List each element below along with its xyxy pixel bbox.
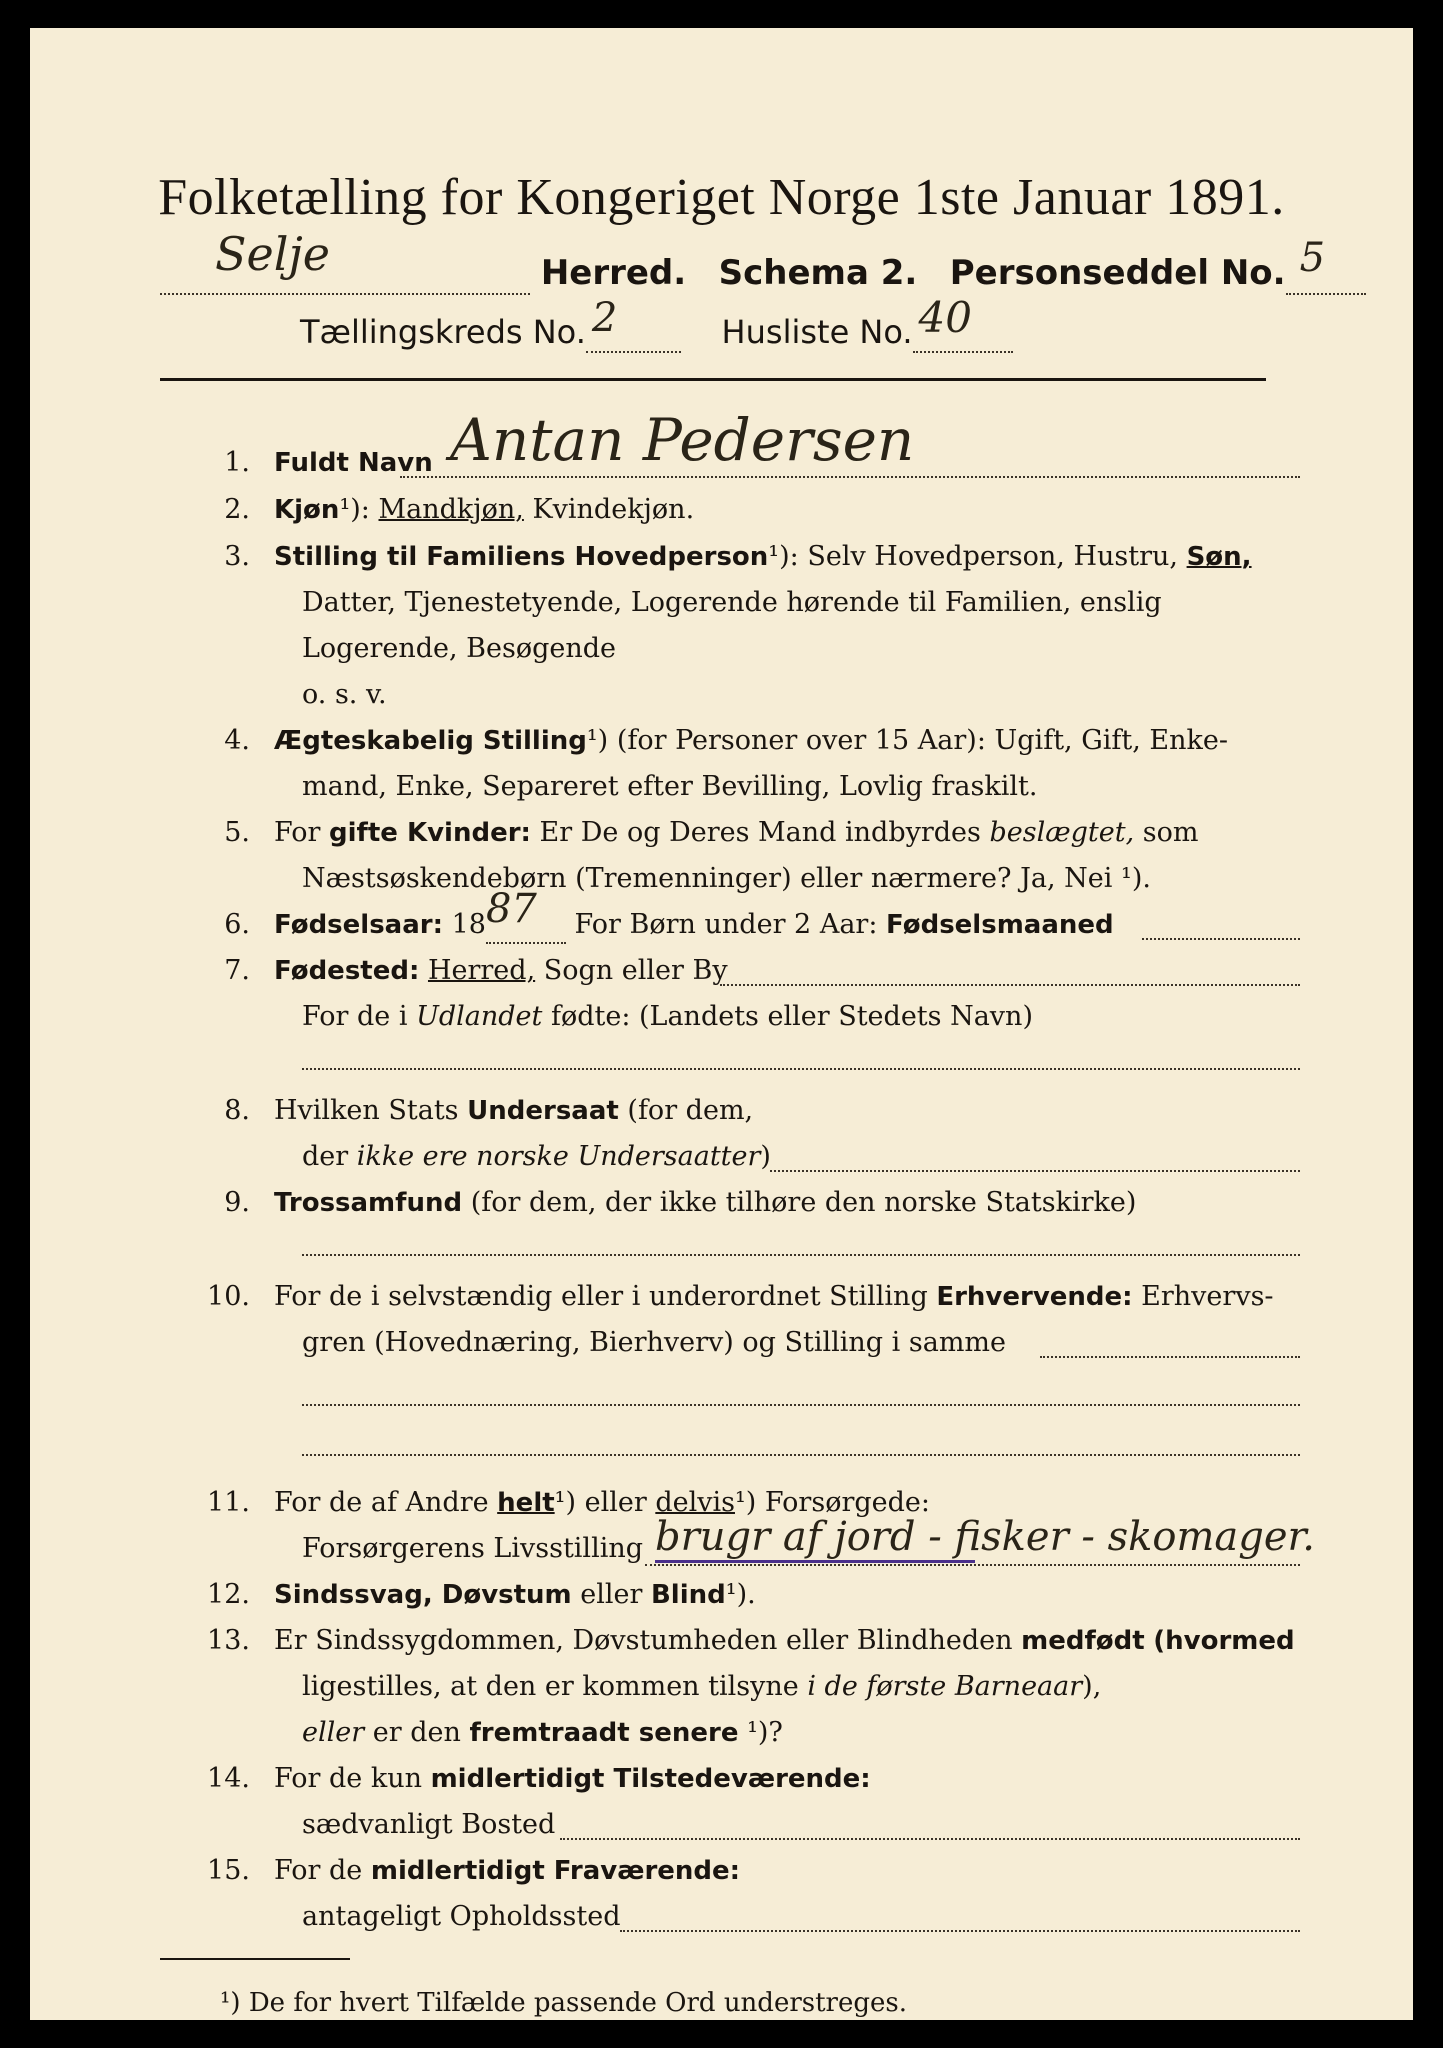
q7-label: Fødested: [274,956,420,986]
q7-line-2b: fødte: (Landets eller Stedets Navn) [550,1001,1033,1032]
q9-field[interactable] [302,1254,1300,1256]
herred-value: Selje [215,227,330,281]
question-14 [180,1762,1300,1796]
q11-field[interactable] [645,1564,1300,1566]
q6-number: 6. [224,909,250,940]
q11-value: brugr af jord - fisker - skomager. [655,1514,1315,1560]
q5-som: som [1142,817,1199,848]
question-7 [180,954,1300,988]
form-title: Folketælling for Kongeriget Norge 1ste Januar 1891. [158,169,1285,226]
q5-pre: For [274,817,321,848]
q9-label: Trossamfund [274,1188,463,1218]
q1-field[interactable] [400,476,1300,478]
q13-hvormed: (hvormed [1153,1626,1295,1656]
q7-option-herred[interactable]: Herred, [427,955,536,986]
q6-prefix: 18 [451,909,486,940]
q15-pre: For de [274,1855,363,1886]
q11-option-delvis[interactable]: delvis [655,1487,735,1518]
herred-field[interactable] [160,227,530,295]
q13-line-2: ligestilles, at den er kommen tilsyne i de første Barneaar), [302,1671,1102,1702]
q13-line-3 [302,1716,783,1750]
q6-value: 87 [485,886,537,932]
q14-number: 14. [207,1763,250,1794]
q11-line-2: Forsørgerens Livsstilling [302,1533,644,1564]
q3-number: 3. [224,541,250,572]
q9-number: 9. [224,1187,250,1218]
q12-number: 12. [207,1579,250,1610]
q15-field[interactable] [620,1930,1300,1932]
footnote-divider [160,1958,350,1960]
q12-sup: ¹). [725,1579,756,1610]
q14-field[interactable] [560,1838,1300,1840]
q10-pre: For de i selvstændig eller i underordnet Stilling [274,1281,928,1312]
q1-number: 1. [224,447,250,478]
question-10 [180,1280,1300,1314]
q8-number: 8. [224,1095,250,1126]
q13-line-2a: ligestilles, at den er kommen tilsyne [302,1671,799,1702]
q3-options-4: o. s. v. [302,679,387,710]
q5-text-2: Næstsøskendebørn (Tremenninger) eller nærmere? Ja, Nei ¹). [302,863,1151,894]
question-13 [180,1624,1300,1658]
question-9 [180,1186,1300,1220]
q3-options-3: Logerende, Besøgende [302,633,616,664]
q8-field[interactable] [770,1170,1300,1172]
q6-month-field[interactable] [1142,938,1300,940]
personseddel-label: Personseddel No. [949,253,1286,293]
q5-label: gifte Kvinder: [329,818,531,848]
q10-field-2[interactable] [302,1404,1300,1406]
footnote: ¹) De for hvert Tilfælde passende Ord understreges. [220,1988,908,2018]
q13-line-2b: i de første Barneaar [807,1671,1083,1702]
q5-text-1: Er De og Deres Mand indbyrdes [539,817,981,848]
q6-year-field[interactable] [485,886,566,944]
q7-options: Sogn eller By [543,955,728,986]
q2-sup: ¹): [339,494,370,525]
q12-label: Sindssvag, Døvstum [274,1580,572,1610]
q7-foreign-field[interactable] [302,1068,1300,1070]
header-divider [160,378,1266,381]
q7-udlandet: Udlandet [416,1001,543,1032]
question-3 [180,540,1300,574]
q13-medfodt: medfødt [1021,1626,1145,1656]
q2-option-kvindekjon[interactable]: Kvindekjøn. [532,494,695,525]
q2-option-mandkjon[interactable]: Mandkjøn, [378,494,524,525]
q14-line-2: sædvanligt Bosted [302,1809,556,1840]
header-row-1 [160,227,1366,295]
q9-text: (for dem, der ikke tilhøre den norske Statskirke) [470,1187,1137,1218]
question-12 [180,1578,1300,1612]
question-15 [180,1854,1300,1888]
q14-label: midlertidigt Tilstedeværende: [430,1764,871,1794]
q8-line-2b: ikke ere norske Undersaatter [356,1141,761,1172]
personseddel-value: 5 [1299,235,1326,281]
q13-line-3d: ¹)? [747,1717,783,1748]
q15-number: 15. [207,1855,250,1886]
header-row-2 [300,293,1013,353]
q7-field[interactable] [720,984,1300,986]
q10-post: Erhvervs- [1141,1281,1274,1312]
q13-line-3c: fremtraadt senere [469,1718,739,1748]
kreds-label: Tællingskreds No. [300,313,586,351]
q4-sup: ¹) [586,725,609,756]
q2-label: Kjøn [274,495,340,525]
q7-line-2 [302,1000,1033,1034]
question-6 [180,886,1300,944]
q7-line-2a: For de i [302,1001,408,1032]
q11-underline-mark [655,1560,975,1563]
q8-post: (for dem, [627,1095,754,1126]
question-2 [180,493,1300,527]
question-8 [180,1094,1300,1128]
q10-number: 10. [207,1281,250,1312]
q14-pre: For de kun [274,1763,422,1794]
kreds-field[interactable] [586,295,681,353]
q8-line-2a: der [302,1141,349,1172]
q4-number: 4. [224,725,250,756]
q12-label-2: Blind [650,1580,726,1610]
census-form [30,28,1413,2020]
q11-mid: ¹) eller [554,1487,647,1518]
q5-beslaegtet: beslægtet, [989,817,1135,848]
husliste-value: 40 [918,293,972,342]
husliste-field[interactable] [913,293,1013,353]
q10-field-3[interactable] [302,1454,1300,1456]
q12-mid: eller [580,1579,643,1610]
q15-line-2: antageligt Opholdssted [302,1901,621,1932]
q6-mid: For Børn under 2 Aar: [574,909,878,940]
q15-label: midlertidigt Fraværende: [370,1856,741,1886]
q4-label: Ægteskabelig Stilling [274,726,587,756]
q13-line-3b: er den [372,1717,461,1748]
q7-number: 7. [224,955,250,986]
q8-label: Undersaat [467,1096,619,1126]
q6-label-2: Fødselsmaaned [886,910,1114,940]
q3-sup: ¹): [768,541,799,572]
schema-label: Schema 2. [718,253,918,293]
question-5 [180,816,1300,850]
q11-pre: For de af Andre [274,1487,489,1518]
q6-label: Fødselsaar: [274,910,443,940]
q3-option-son[interactable]: Søn, [1186,542,1252,572]
q10-line-2: gren (Hovednæring, Bierhverv) og Stilling i samme [302,1327,1007,1358]
herred-label: Herred. [540,253,687,293]
q1-label: Fuldt Navn [274,448,433,478]
q1-value: Antan Pedersen [450,406,915,474]
q13-text-1: Er Sindssygdommen, Døvstumheden eller Blindheden [274,1625,1013,1656]
q11-number: 11. [207,1487,250,1518]
kreds-value: 2 [591,295,618,341]
q13-line-3a: eller [302,1717,365,1748]
q4-options-2: mand, Enke, Separeret efter Bevilling, Lovlig fraskilt. [302,771,1038,802]
husliste-label: Husliste No. [721,313,913,351]
q13-number: 13. [207,1625,250,1656]
q2-number: 2. [224,494,250,525]
q8-line-2: der ikke ere norske Undersaatter) [302,1141,771,1172]
q10-label: Erhvervende: [936,1282,1133,1312]
q11-post: ¹) Forsørgede: [734,1487,930,1518]
q4-options-1: (for Personer over 15 Aar): Ugift, Gift, Enke- [616,725,1228,756]
q5-number: 5. [224,817,250,848]
q11-option-helt[interactable]: helt [497,1488,555,1518]
q10-field-1[interactable] [1040,1356,1300,1358]
question-4 [180,724,1300,758]
personseddel-field[interactable] [1286,235,1366,295]
q3-label: Stilling til Familiens Hovedperson [274,542,769,572]
q3-options-2: Datter, Tjenestetyende, Logerende hørende til Familien, enslig [302,587,1162,618]
q8-pre: Hvilken Stats [274,1095,459,1126]
q3-options-1: Selv Hovedperson, Hustru, [807,541,1178,572]
